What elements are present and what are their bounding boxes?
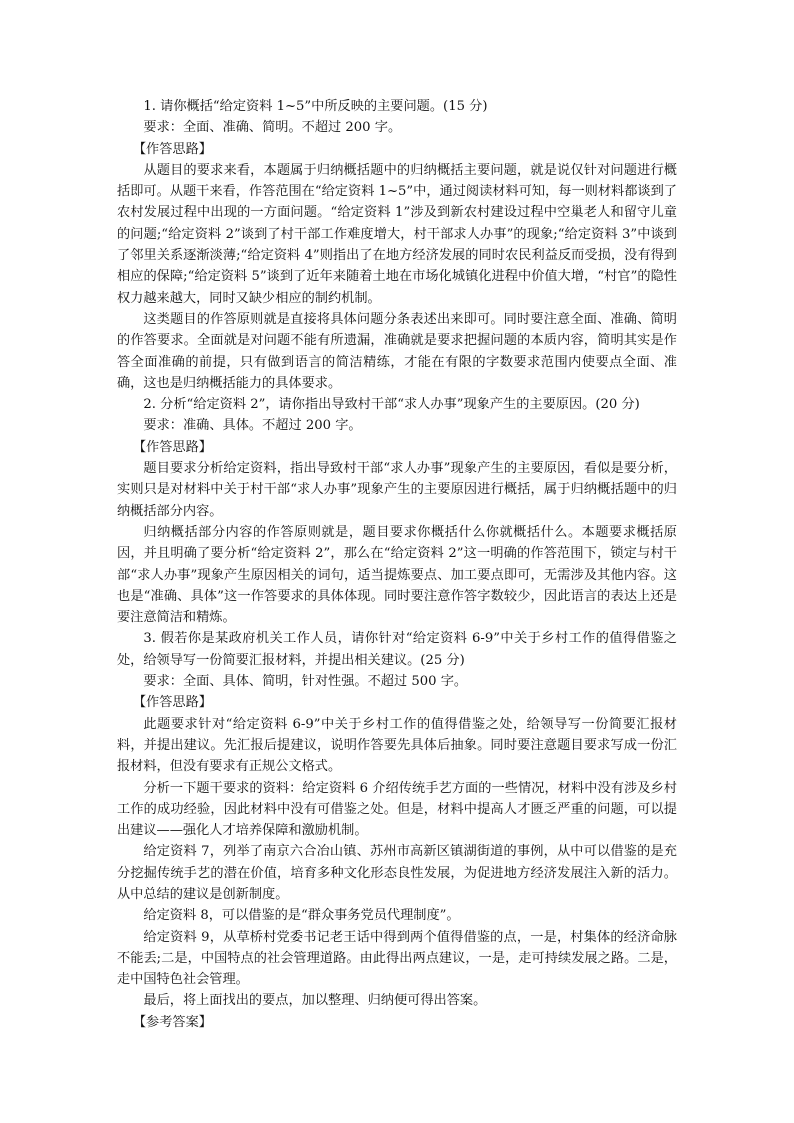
body-paragraph: 给定资料 9，从草桥村党委书记老王话中得到两个值得借鉴的点，一是，村集体的经济命脉不能丢;二是，中国特点的社会管理道路。由此得出两点建议，一是，走可持续发展之路。二是，走中国特色社会管理。: [117, 929, 677, 988]
body-paragraph: 此题要求针对“给定资料 6-9”中关于乡村工作的值得借鉴之处，给领导写一份简要汇报材料，并提出建议。先汇报后提建议，说明作答要先具体后抽象。同时要注意题目要求写成一份汇报材料，但没有要求有正规公文格式。: [117, 716, 677, 775]
section-heading-answer-approach: 【作答思路】: [132, 695, 212, 711]
section-heading-answer-approach: 【作答思路】: [132, 439, 212, 455]
question-2: 2. 分析“给定资料 2”，请你指出导致村干部“求人办事”现象产生的主要原因。(20 分): [143, 397, 640, 413]
body-paragraph: 分析一下题干要求的资料：给定资料 6 介绍传统手艺方面的一些情况，材料中没有涉及乡村工作的成功经验，因此材料中没有可借鉴之处。但是，材料中提高人才匮乏严重的问题，可以提出建议——强化人才培养保障和激励机制。: [117, 780, 677, 839]
body-paragraph: 给定资料 7，列举了南京六合冶山镇、苏州市高新区镇湖街道的事例，从中可以借鉴的是充分挖掘传统手艺的潜在价值，培育多种文化形态良性发展，为促进地方经济发展注入新的活力。从中总结的建议是创新制度。: [117, 844, 677, 902]
requirement-1: 要求：全面、准确、简明。不超过 200 字。: [143, 120, 402, 136]
body-paragraph: 归纳概括部分内容的作答原则就是，题目要求你概括什么你就概括什么。本题要求概括原因，并且明确了要分析“给定资料 2”，那么在“给定资料 2”这一明确的作答范围下，锁定与村干部“求人办事”现象产生原因相关的词句，适当提炼要点、加工要点即可，无需涉及其他内容。这也是“准确、具体”这一作答要求的具体体现。同时要注意作答字数较少，因此语言的表达上还是要注意简洁和精炼。: [117, 524, 677, 626]
requirement-3: 要求：全面、具体、简明，针对性强。不超过 500 字。: [143, 674, 468, 690]
body-paragraph: 给定资料 8，可以借鉴的是“群众事务党员代理制度”。: [143, 908, 460, 924]
section-heading-answer-approach: 【作答思路】: [132, 141, 212, 157]
body-paragraph: 题目要求分析给定资料，指出导致村干部“求人办事”现象产生的主要原因，看似是要分析，实则只是对材料中关于村干部“求人办事”现象产生的主要原因进行概括，属于归纳概括题中的归纳概括部分内容。: [117, 461, 677, 519]
question-3: 3. 假若你是某政府机关工作人员，请你针对“给定资料 6-9”中关于乡村工作的值得借鉴之处，给领导写一份简要汇报材料，并提出相关建议。(25 分): [117, 631, 677, 668]
body-paragraph: 这类题目的作答原则就是直接将具体问题分条表述出来即可。同时要注意全面、准确、简明的作答要求。全面就是对问题不能有所遗漏，准确就是要求把握问题的本质内容，简明其实是作答全面准确的前提，只有做到语言的简洁精练，才能在有限的字数要求范围内使要点全面、准确，这也是归纳概括能力的具体要求。: [117, 311, 677, 391]
section-heading-reference-answer: 【参考答案】: [132, 1014, 212, 1030]
question-1: 1. 请你概括“给定资料 1~5”中所反映的主要问题。(15 分): [143, 99, 488, 114]
body-paragraph: 从题目的要求来看，本题属于归纳概括题中的归纳概括主要问题，就是说仅针对问题进行概括即可。从题干来看，作答范围在“给定资料 1~5”中，通过阅读材料可知，每一则材料都谈到了农村发展过程中出现的一方面问题。“给定资料 1”涉及到新农村建设过程中空巢老人和留守儿童的问题;“给定资料 2”谈到了村干部工作难度增大，村干部求人办事”的现象;“给定资料 3”中谈到了邻里关系逐渐淡薄;“给定资料 4”则指出了在地方经济发展的同时农民利益反而受损，没有得到相应的保障;“给定资料 5”谈到了近年来随着土地在市场化城镇化进程中价值大增，“村官”的隐性权力越来越大，同时又缺少相应的制约机制。: [117, 162, 677, 306]
requirement-2: 要求：准确、具体。不超过 200 字。: [143, 418, 362, 434]
document-body: [117, 96, 677, 1033]
body-paragraph: 最后，将上面找出的要点，加以整理、归纳便可得出答案。: [143, 993, 487, 1009]
